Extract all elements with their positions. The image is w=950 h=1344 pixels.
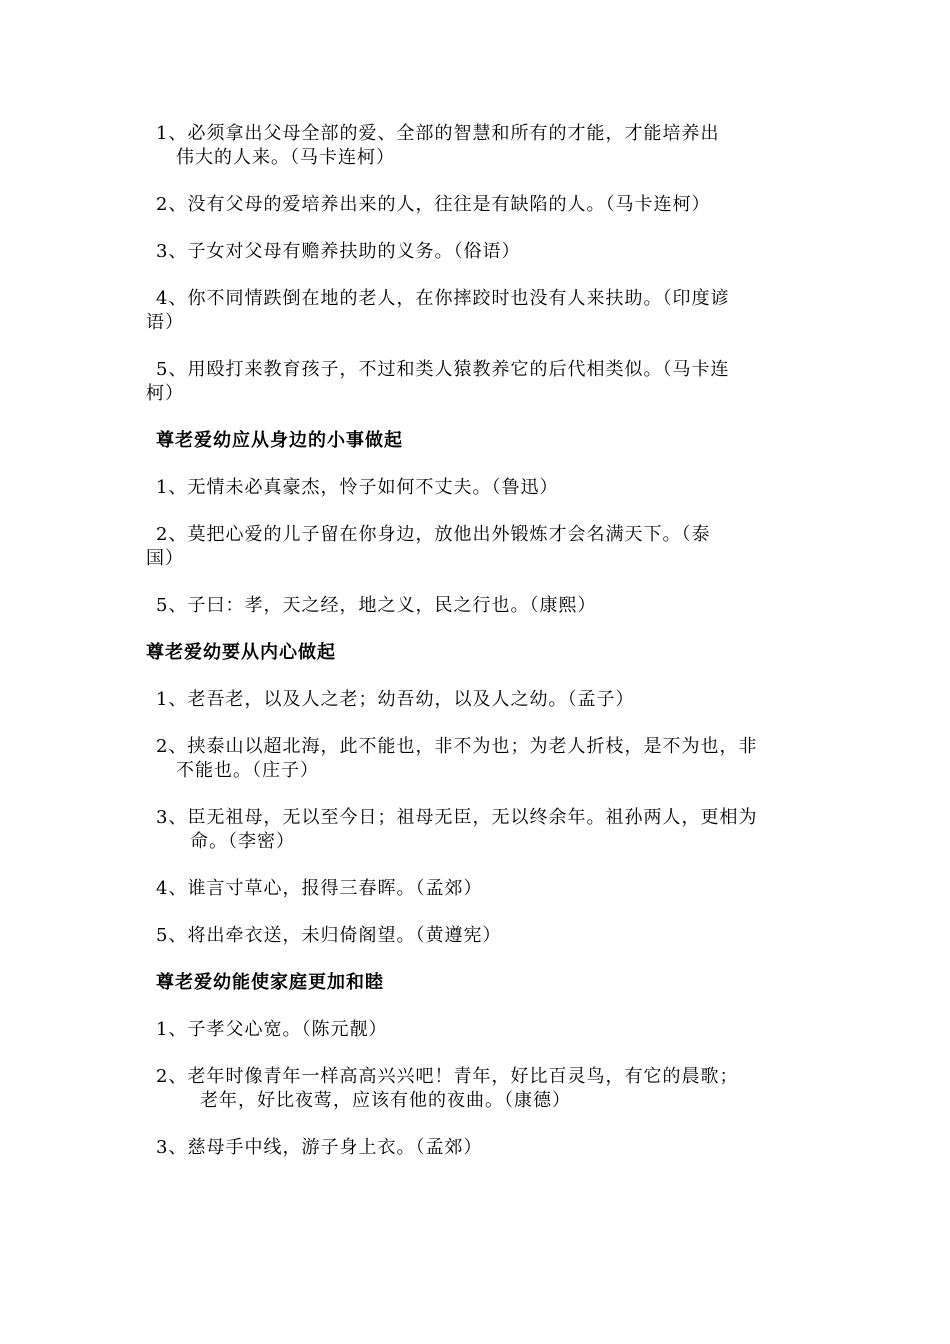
quote-item <box>146 688 810 712</box>
quote-item <box>146 122 810 170</box>
quote-line: 4、谁言寸草心，报得三春晖。（孟郊） <box>156 878 483 899</box>
quote-item <box>146 287 810 335</box>
quote-line: 柯） <box>146 383 184 404</box>
quote-line: 语） <box>146 312 184 333</box>
section-small-things <box>146 429 810 618</box>
quote-line: 3、臣无祖母，无以至今日；祖母无臣，无以终余年。祖孙两人，更相为 <box>156 807 758 828</box>
quote-line: 5、用殴打来教育孩子，不过和类人猿教养它的后代相类似。（马卡连 <box>156 359 730 380</box>
quote-item <box>146 1065 810 1113</box>
quote-item <box>146 240 810 264</box>
quote-line: 2、莫把心爱的儿子留在你身边，放他出外锻炼才会名满天下。（泰 <box>156 524 711 545</box>
quote-item <box>146 1136 810 1160</box>
quote-item <box>146 358 810 406</box>
quote-line: 2、挟泰山以超北海，此不能也，非不为也；为老人折枝，是不为也，非 <box>156 736 758 757</box>
quote-line: 1、子孝父心宽。（陈元靓） <box>156 1019 388 1040</box>
quote-line: 3、子女对父母有赡养扶助的义务。（俗语） <box>156 241 521 262</box>
section-family-harmony <box>146 971 810 1160</box>
section-intro <box>146 122 810 406</box>
quote-item <box>146 924 810 948</box>
quote-item <box>146 594 810 618</box>
quote-line: 5、将出牵衣送，未归倚阁望。（黄遵宪） <box>156 925 502 946</box>
quote-line: 1、必须拿出父母全部的爱、全部的智慧和所有的才能，才能培养出 <box>156 123 720 144</box>
quote-item <box>146 877 810 901</box>
quote-line: 5、子曰：孝，天之经，地之义，民之行也。（康熙） <box>156 595 597 616</box>
document-page <box>146 122 810 1183</box>
quote-item <box>146 523 810 571</box>
quote-line: 伟大的人来。（马卡连柯） <box>176 147 395 168</box>
quote-line: 2、老年时像青年一样高高兴兴吧！青年，好比百灵鸟，有它的晨歌； <box>156 1066 739 1087</box>
quote-line: 国） <box>146 548 184 569</box>
quote-line: 1、无情未必真豪杰，怜子如何不丈夫。（鲁迅） <box>156 477 559 498</box>
quote-item <box>146 193 810 217</box>
quote-item <box>146 806 810 854</box>
quote-line: 老年，好比夜莺，应该有他的夜曲。（康德） <box>200 1090 571 1111</box>
quote-item <box>146 1018 810 1042</box>
quote-line: 3、慈母手中线，游子身上衣。（孟郊） <box>156 1137 483 1158</box>
section-heading: 尊老爱幼要从内心做起 <box>146 642 336 663</box>
quote-line: 1、老吾老，以及人之老；幼吾幼，以及人之幼。（孟子） <box>156 689 635 710</box>
quote-line: 命。（李密） <box>190 831 295 852</box>
quote-item <box>146 476 810 500</box>
quote-line: 4、你不同情跌倒在地的老人，在你摔跤时也没有人来扶助。（印度谚 <box>156 288 730 309</box>
quote-line: 2、没有父母的爱培养出来的人，往往是有缺陷的人。（马卡连柯） <box>156 194 711 215</box>
quote-line: 不能也。（庄子） <box>176 760 319 781</box>
section-from-heart <box>146 641 810 948</box>
section-heading: 尊老爱幼应从身边的小事做起 <box>156 430 403 451</box>
quote-item <box>146 735 810 783</box>
section-heading: 尊老爱幼能使家庭更加和睦 <box>156 972 384 993</box>
